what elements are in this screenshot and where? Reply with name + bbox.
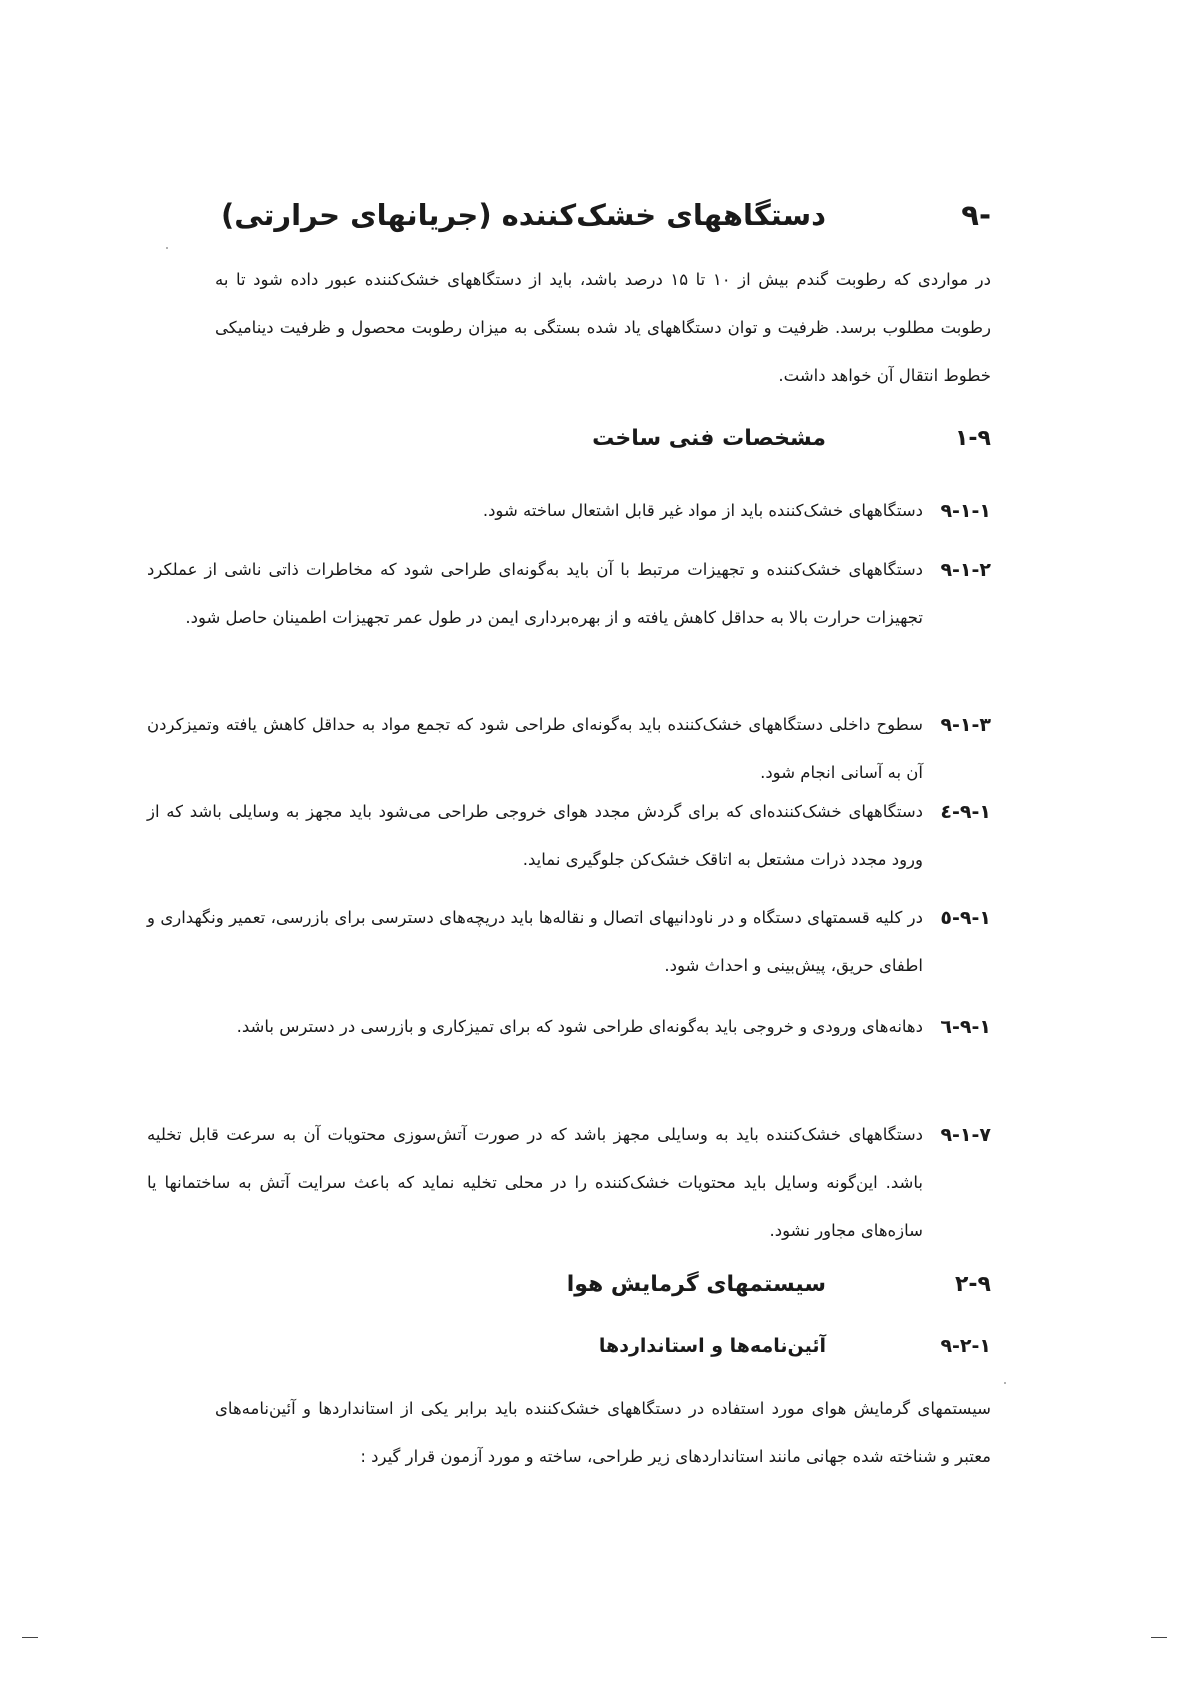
item-number: ۹-۱-٤ [940, 801, 991, 823]
subsection-heading [567, 1272, 991, 1297]
subsection-heading [592, 426, 991, 451]
section-heading [221, 198, 991, 232]
sub-subsection-text: سیستمهای گرمایش هوای مورد استفاده در دستگاههای خشک‌کننده باید برابر یکی از استانداردها و آئین‌نامه‌های معتبر و شناخته شده جهانی مانند استانداردهای زیر طراحی، ساخته و مورد آزمون قرار گیرد : [215, 1399, 991, 1466]
item-text: دستگاههای خشک‌کننده باید از مواد غیر قابل اشتعال ساخته شود. [482, 501, 923, 520]
subsection-number: ۲-۹ [955, 1272, 991, 1297]
item-number: ۹-۱-۷ [940, 1124, 991, 1146]
item-text: در کلیه قسمتهای دستگاه و در ناودانیهای اتصال و نقاله‌ها باید دریچه‌های دسترسی برای بازرسی، تعمیر ونگهداری و اطفای حریق، پیش‌بینی و احداث شود. [147, 908, 923, 975]
list-item [146, 1003, 991, 1051]
list-item [146, 701, 991, 797]
list-item [146, 487, 991, 535]
item-text: دهانه‌های ورودی و خروجی باید به‌گونه‌ای طراحی شود که برای تمیزکاری و بازرسی در دسترس باشد. [236, 1017, 923, 1036]
margin-mark [1151, 1637, 1167, 1638]
subsection-title: مشخصات فنی ساخت [592, 426, 826, 451]
item-number: ۹-۱-۲ [940, 559, 991, 581]
section-number: -۹ [961, 198, 991, 232]
list-item [146, 894, 991, 990]
section-intro: در مواردی که رطوبت گندم بیش از ۱۰ تا ۱۵ درصد باشد، باید از دستگاههای خشک‌کننده عبور داده شود تا به رطوبت مطلوب برسد. ظرفیت و توان دستگاههای یاد شده بستگی به میزان رطوبت محصول و ظرفیت دینامیکی خطوط انتقال آن خواهد داشت. [215, 270, 991, 385]
item-text: سطوح داخلی دستگاههای خشک‌کننده باید به‌گونه‌ای طراحی شود که تجمع مواد به حداقل کاهش یافته وتمیزکردن آن به آسانی انجام شود. [147, 715, 923, 782]
list-item [146, 546, 991, 642]
item-text: دستگاههای خشک‌کننده و تجهیزات مرتبط با آن باید به‌گونه‌ای طراحی شود که مخاطرات ذاتی ناشی از عملکرد تجهیزات حرارت بالا به حداقل کاهش یافته و از بهره‌برداری ایمن در طول عمر تجهیزات اطمینان حاصل شود. [147, 560, 923, 627]
subsection-number: ۱-۹ [955, 426, 991, 451]
scan-speck [1004, 1382, 1006, 1384]
item-number: ۹-۱-٦ [940, 1016, 991, 1038]
list-item [146, 1111, 991, 1255]
item-number: ۹-۱-۳ [940, 714, 991, 736]
scan-speck [166, 247, 168, 249]
sub-subsection-number: ۹-۲-۱ [940, 1335, 991, 1357]
item-number: ۹-۱-٥ [940, 907, 991, 929]
margin-mark [22, 1637, 38, 1638]
item-number: ۹-۱-۱ [940, 500, 991, 522]
sub-subsection-heading [599, 1335, 991, 1357]
item-text: دستگاههای خشک‌کننده باید به وسایلی مجهز باشد که در صورت آتش‌سوزی محتویات آن به سرعت قابل تخلیه باشد. این‌گونه وسایل باید محتویات خشک‌کننده را در محلی تخلیه نماید که باعث سرایت آتش به ساختمانها یا سازه‌های مجاور نشود. [147, 1125, 923, 1240]
subsection-title: سیستمهای گرمایش هوا [566, 1272, 826, 1297]
list-item [146, 788, 991, 884]
sub-subsection-title: آئین‌نامه‌ها و استانداردها [598, 1335, 826, 1357]
item-text: دستگاههای خشک‌کننده‌ای که برای گردش مجدد هوای خروجی طراحی می‌شود باید مجهز به وسایلی باشد که از ورود مجدد ذرات مشتعل به اتاقک خشک‌کن جلوگیری نماید. [147, 802, 923, 869]
section-title: دستگاههای خشک‌کننده (جریانهای حرارتی) [220, 198, 826, 232]
